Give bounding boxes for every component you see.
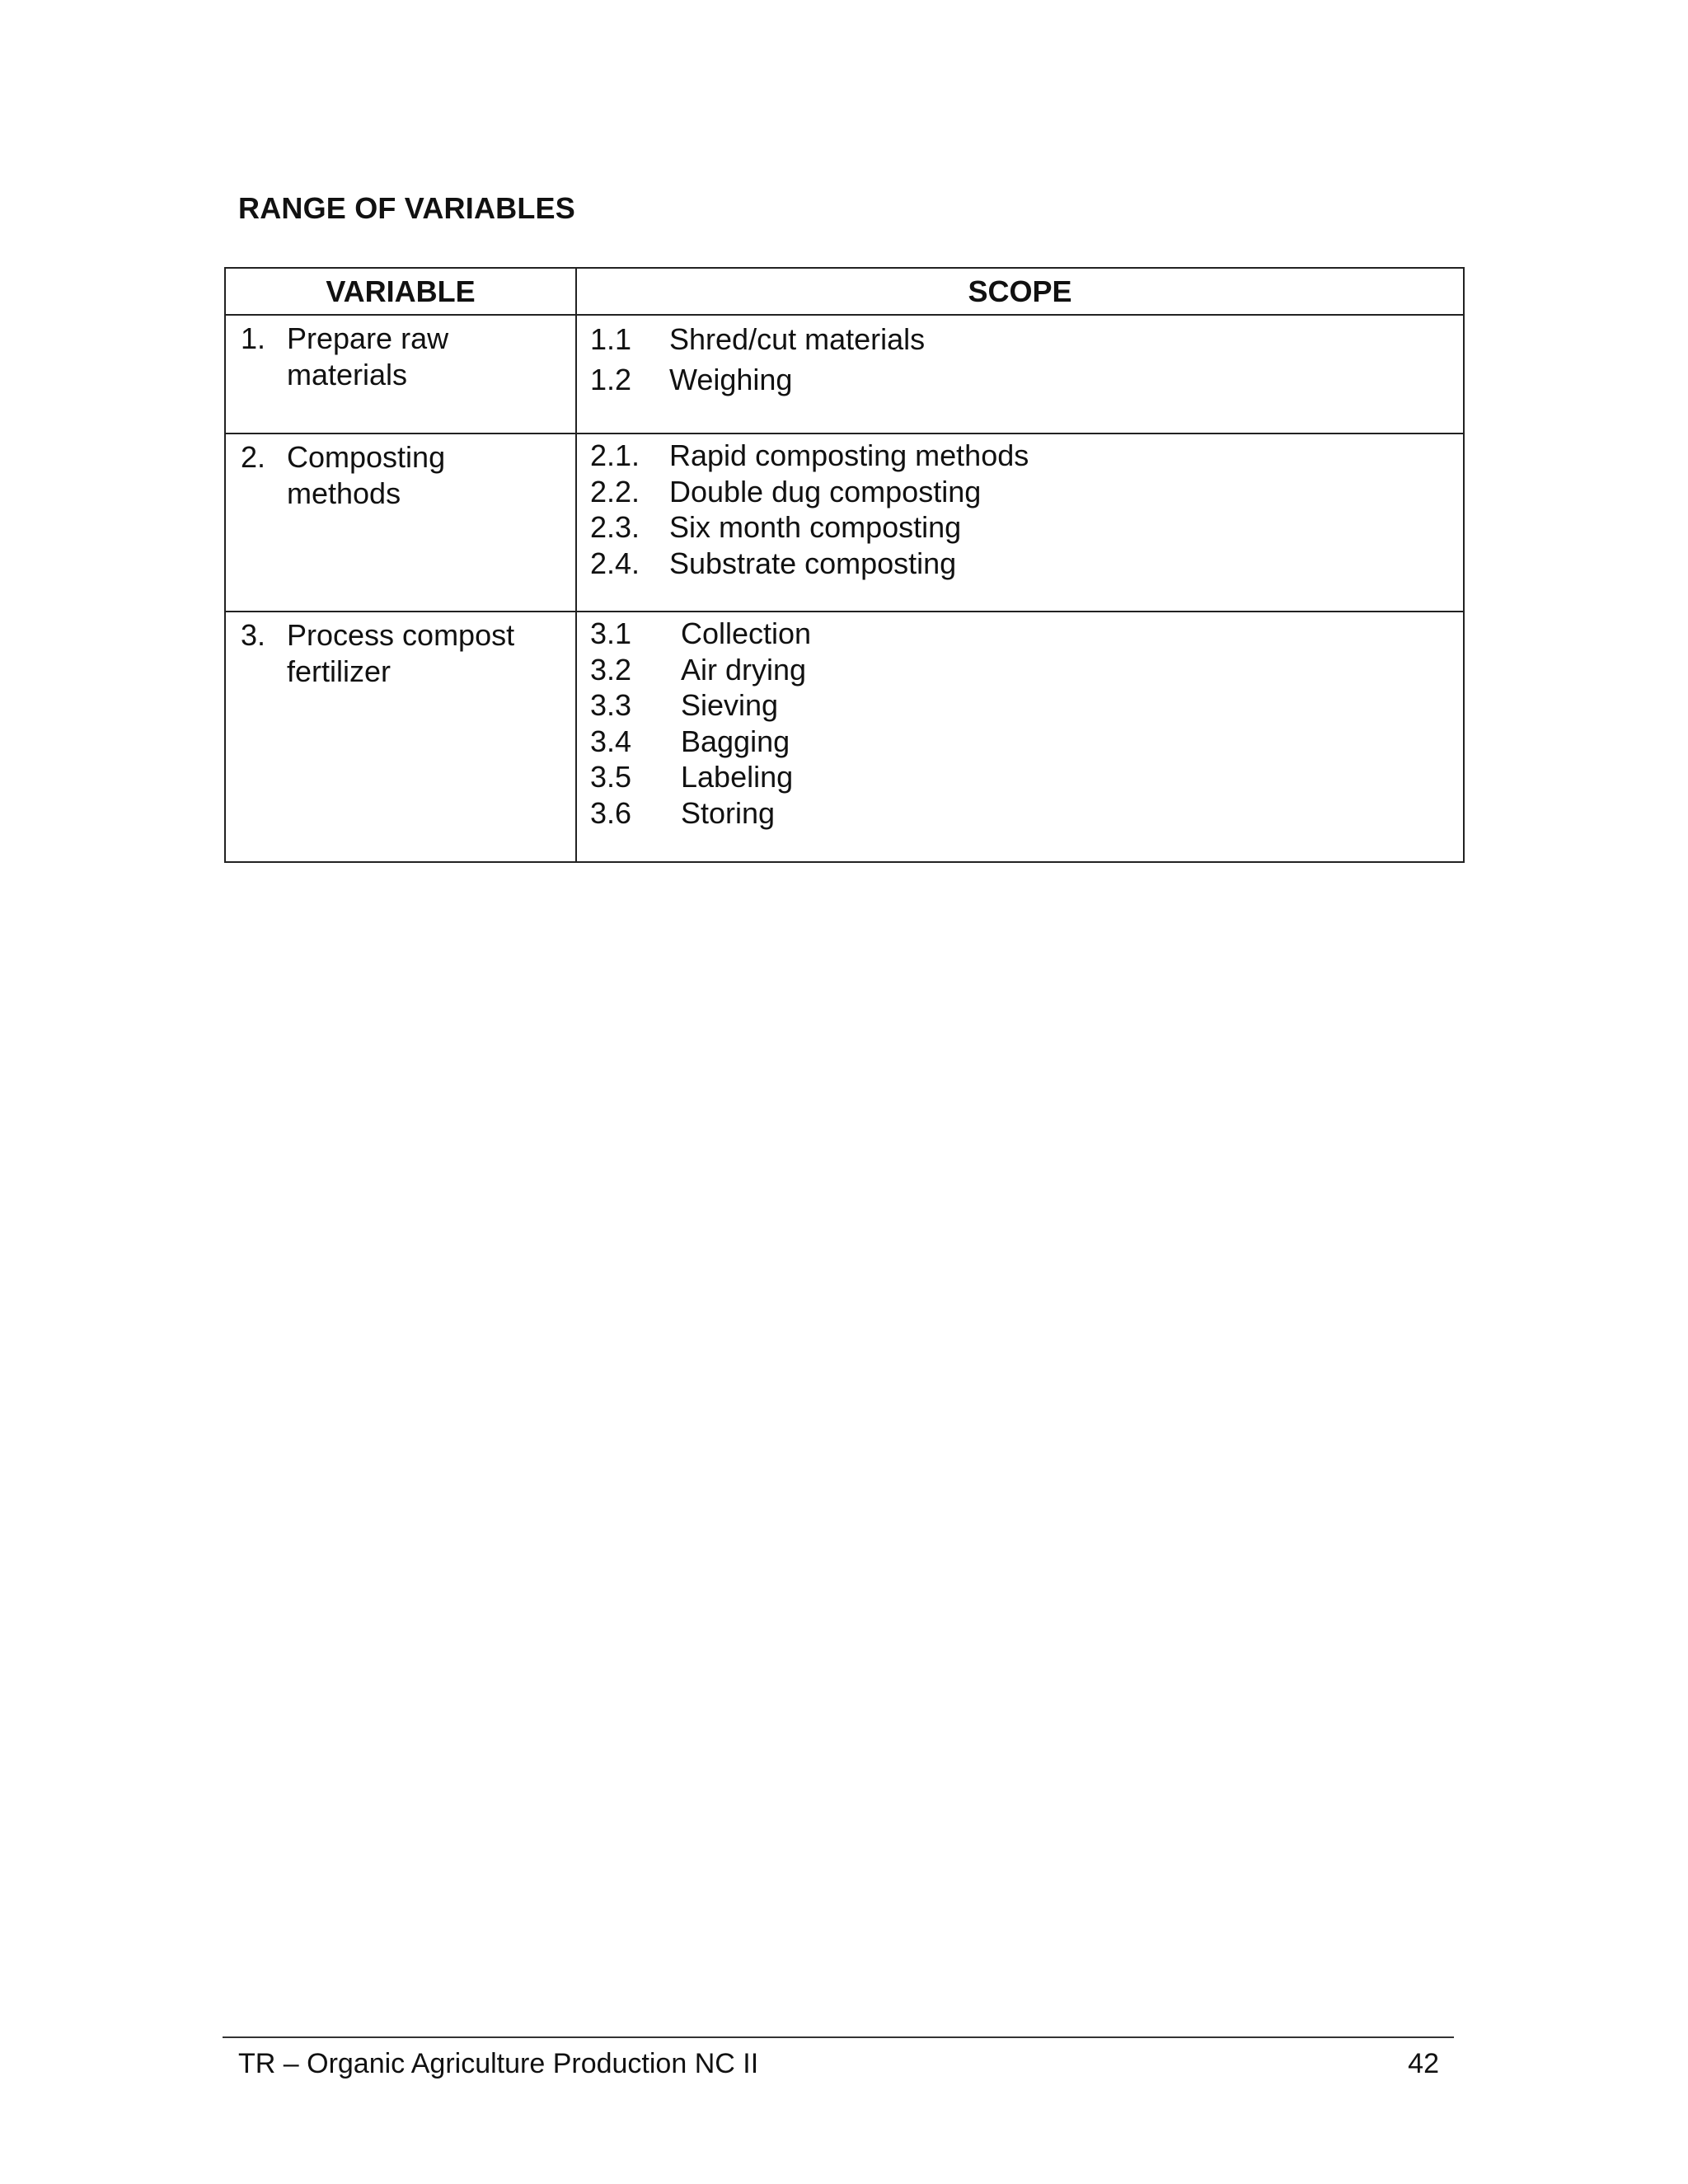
scope-text: Six month composting [669, 510, 962, 544]
scope-number: 3.2 [590, 652, 632, 687]
scope-cell [576, 612, 1464, 862]
variable-number: 1. [241, 321, 266, 355]
table-header-row [225, 268, 1464, 315]
scope-text: Rapid composting methods [669, 438, 1029, 472]
scope-item [590, 438, 1463, 474]
header-variable: VARIABLE [225, 268, 576, 315]
scope-text: Bagging [681, 724, 790, 758]
scope-item [590, 724, 1463, 760]
table-row [225, 434, 1464, 612]
scope-text: Shred/cut materials [669, 322, 926, 356]
scope-number: 2.4. [590, 546, 640, 580]
scope-item [590, 319, 1463, 359]
variable-cell [225, 434, 576, 612]
scope-item [590, 652, 1463, 688]
table-row [225, 315, 1464, 434]
scope-list [577, 434, 1463, 581]
footer-title: TR – Organic Agriculture Production NC II [238, 2048, 759, 2079]
header-scope: SCOPE [576, 268, 1464, 315]
scope-number: 2.1. [590, 438, 640, 472]
scope-text: Sieving [681, 688, 779, 722]
variable-cell [225, 315, 576, 434]
scope-list [577, 316, 1463, 400]
scope-text: Substrate composting [669, 546, 957, 580]
scope-number: 3.1 [590, 616, 632, 650]
scope-item [590, 474, 1463, 510]
scope-item [590, 795, 1463, 832]
scope-text: Collection [681, 616, 812, 650]
scope-number: 2.2. [590, 474, 640, 509]
scope-item [590, 687, 1463, 724]
scope-text: Storing [681, 795, 776, 830]
variable-number: 2. [241, 440, 266, 474]
range-of-variables-table [224, 267, 1465, 863]
scope-number: 2.3. [590, 510, 640, 544]
page-number: 42 [1408, 2048, 1439, 2079]
table-row [225, 612, 1464, 862]
scope-number: 1.1 [590, 322, 632, 356]
scope-list [577, 612, 1463, 831]
scope-cell [576, 434, 1464, 612]
variable-text: Composting methods [287, 440, 446, 510]
scope-cell [576, 315, 1464, 434]
variable-number: 3. [241, 618, 266, 652]
footer-divider [223, 2036, 1454, 2038]
scope-item [590, 616, 1463, 652]
scope-item [590, 546, 1463, 582]
scope-number: 3.4 [590, 724, 632, 758]
scope-item [590, 509, 1463, 546]
scope-text: Air drying [681, 652, 807, 687]
scope-number: 3.5 [590, 760, 632, 794]
scope-item [590, 359, 1463, 400]
variable-text: Prepare raw materials [287, 321, 449, 391]
scope-text: Labeling [681, 760, 794, 794]
scope-text: Double dug composting [669, 474, 982, 509]
variable-text: Process compost fertilizer [287, 618, 515, 688]
variable-cell [225, 612, 576, 862]
scope-number: 1.2 [590, 363, 632, 396]
section-title: RANGE OF VARIABLES [238, 191, 575, 225]
scope-item [590, 759, 1463, 795]
scope-text: Weighing [669, 363, 793, 396]
scope-number: 3.3 [590, 688, 632, 722]
scope-number: 3.6 [590, 795, 632, 830]
